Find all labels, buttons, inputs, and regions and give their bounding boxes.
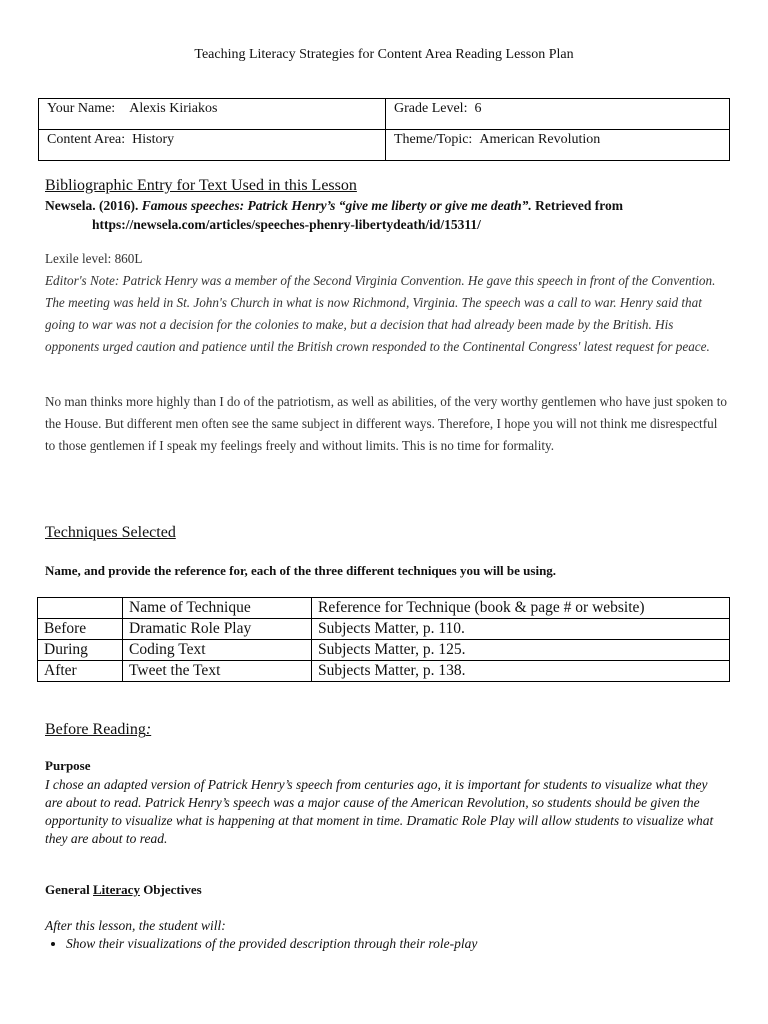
objectives-literacy: Literacy [93,882,140,897]
name-value: Alexis Kiriakos [129,101,218,116]
editor-note: Editor's Note: Patrick Henry was a member of the Second Virginia Convention. He gave this speech in front of the Convention. The meeting was held in St. John's Church in what is now Richmond, Virginia. The speech was a call to war. Henry said that going to war was not a decision for the colonies to make, but a decision that had already been made by the British. His opponents urged caution and patience until the British crown responded to the Continental Congress' latest request for peace. [45,273,716,354]
objectives-heading [45,882,202,898]
citation [45,196,730,215]
column-header [38,598,123,619]
table-row [38,640,730,661]
theme-value: American Revolution [479,132,601,147]
purpose-text: I chose an adapted version of Patrick Henry’s speech from centuries ago, it is important for students to visualize what they are about to read. Patrick Henry’s speech was a major cause of the American Revolution, so students should be given the opportunity to visualize what is happening at that moment in time. Dramatic Role Play will allow students to visualize what they are about to read. [45,777,714,846]
citation-url[interactable]: https://newsela.com/articles/speeches-phenry-libertydeath/id/15311/ [92,217,481,232]
theme-cell [386,130,730,161]
bibliography-heading: Bibliographic Entry for Text Used in this Lesson [45,177,357,194]
content-cell [39,130,386,161]
theme-label: Theme/Topic: [394,132,473,147]
table-header-row [38,598,730,619]
lexile-level: Lexile level: 860L [45,251,143,266]
info-row [39,130,730,161]
citation-title: Famous speeches: Patrick Henry’s “give me liberty or give me death”. [141,198,532,213]
before-reading-title: Before Reading [45,721,146,738]
name-label: Your Name: [47,101,116,116]
citation-author: Newsela. (2016). [45,198,142,213]
after-lesson-intro: After this lesson, the student will: [45,918,226,933]
stage-cell: Before [38,619,123,640]
reference-cell: Subjects Matter, p. 125. [312,640,730,661]
technique-cell: Dramatic Role Play [123,619,312,640]
techniques-instruction: Name, and provide the reference for, each of the three different techniques you will be using. [45,563,557,578]
content-label: Content Area: [47,132,126,147]
techniques-heading: Techniques Selected [45,524,176,541]
citation-retrieved: Retrieved from [531,198,624,213]
technique-cell: Coding Text [123,640,312,661]
grade-cell [386,99,730,130]
page-title: Teaching Literacy Strategies for Content Area Reading Lesson Plan [194,47,574,62]
techniques-table [37,597,730,682]
objectives-prefix: General [45,882,94,897]
purpose-label: Purpose [45,758,91,773]
reference-cell: Subjects Matter, p. 110. [312,619,730,640]
grade-label: Grade Level: [394,101,468,116]
stage-cell: After [38,661,123,682]
reference-cell: Subjects Matter, p. 138. [312,661,730,682]
objectives-suffix: Objectives [139,882,202,897]
list-item: • Show their visualizations of the provided description through their role-play [66,936,746,952]
speech-excerpt: No man thinks more highly than I do of the patriotism, as well as abilities, of the very worthy gentlemen who have just spoken to the House. But different men often see the same subject in different ways. Therefore, I hope you will not think me disrespectful to those gentlemen if I speak my feelings freely and without limits. This is no time for formality. [45,394,727,453]
stage-cell: During [38,640,123,661]
column-header: Name of Technique [123,598,312,619]
content-value: History [132,132,175,147]
info-table [38,98,730,161]
table-row [38,661,730,682]
info-row [39,99,730,130]
technique-cell: Tweet the Text [123,661,312,682]
table-row [38,619,730,640]
objectives-list [42,936,746,952]
before-reading-heading [45,721,151,739]
column-header: Reference for Technique (book & page # or website) [312,598,730,619]
name-cell [39,99,386,130]
before-reading-colon: : [145,721,152,738]
grade-value: 6 [474,101,482,116]
